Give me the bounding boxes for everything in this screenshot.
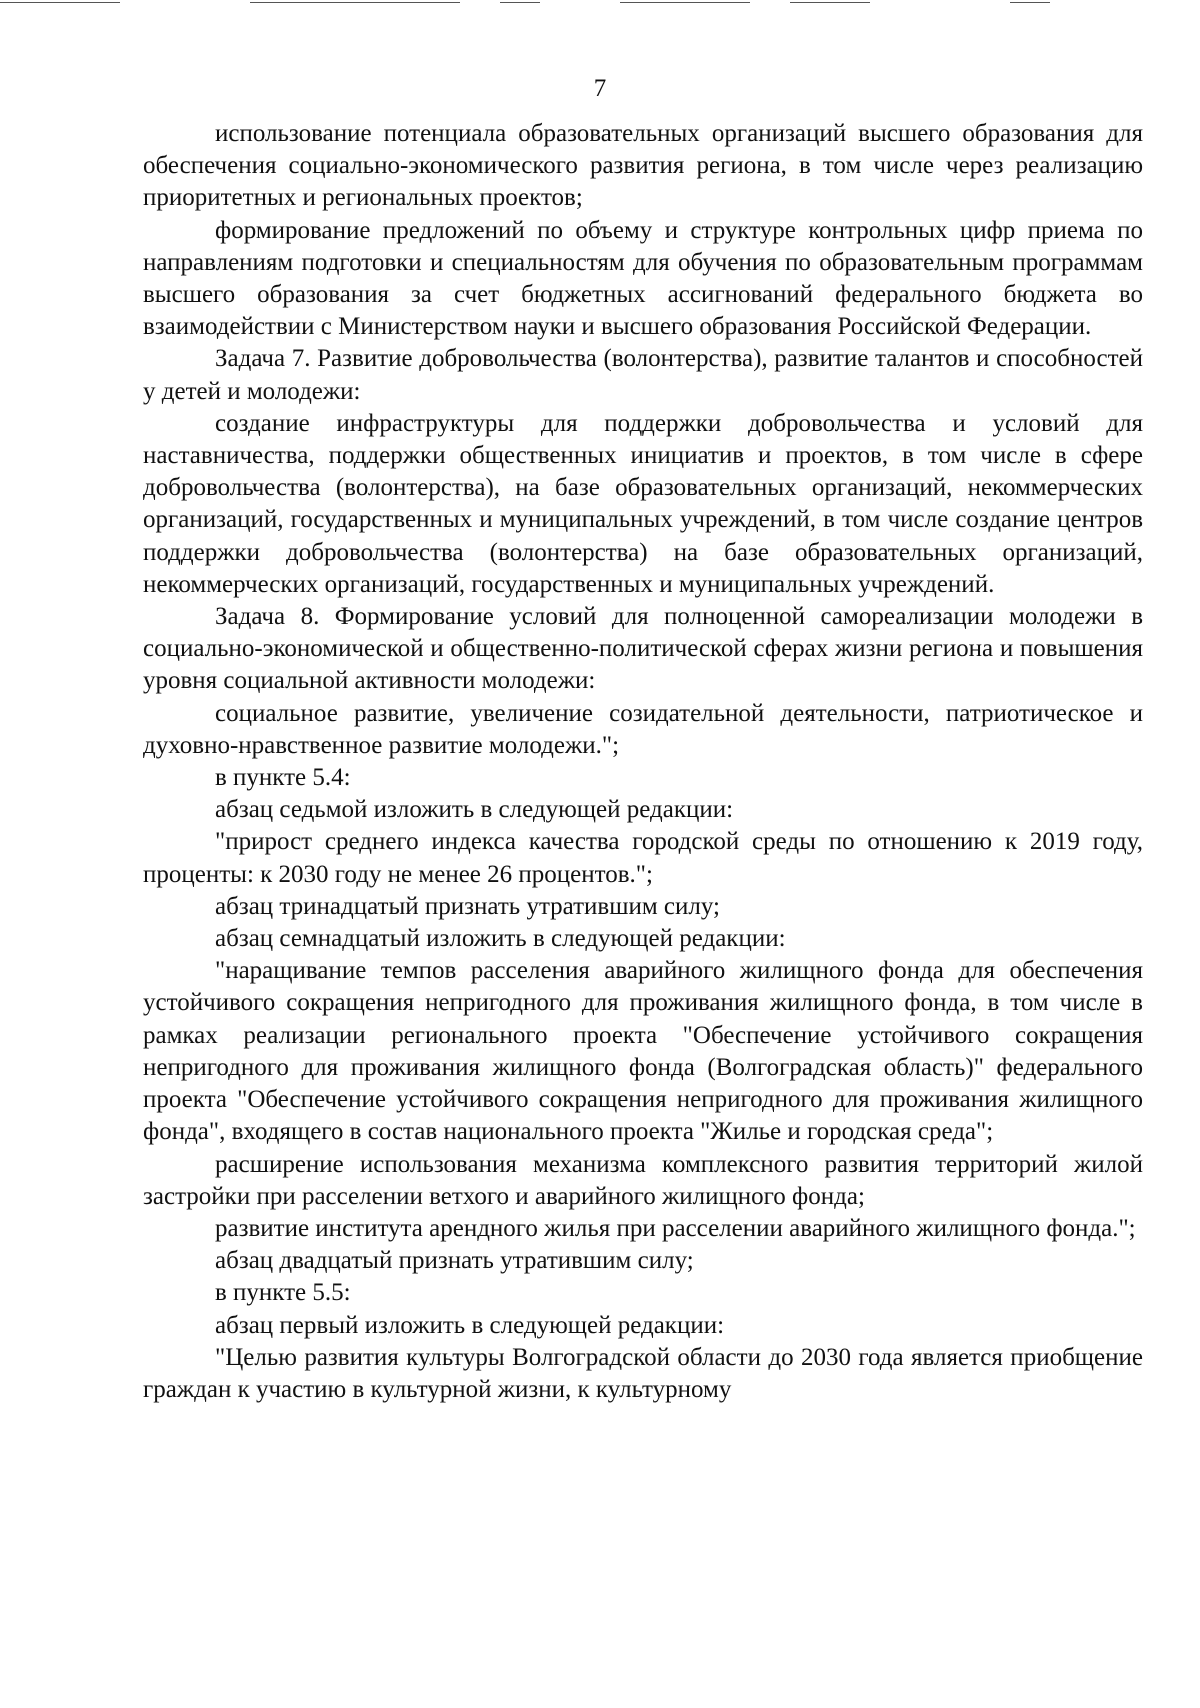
scan-edge-lines [0, 0, 1200, 6]
paragraph: Задача 7. Развитие добровольчества (волонтерства), развитие талантов и способностей у детей и молодежи: [143, 345, 1143, 405]
paragraph: развитие института арендного жилья при расселении аварийного жилищного фонда."; [215, 1214, 1136, 1242]
paragraph: социальное развитие, увеличение созидательной деятельности, патриотическое и духовно-нравственное развитие молодежи."; [143, 699, 1143, 759]
paragraph: абзац первый изложить в следующей редакции: [215, 1311, 725, 1339]
paragraph: "Целью развития культуры Волгоградской области до 2030 года является приобщение граждан к участию в культурной жизни, к культурному [143, 1343, 1143, 1403]
paragraph: расширение использования механизма комплексного развития территорий жилой застройки при расселении ветхого и аварийного жилищного фонда; [143, 1150, 1143, 1210]
paragraph: в пункте 5.5: [215, 1279, 351, 1307]
paragraph: формирование предложений по объему и структуре контрольных цифр приема по направлениям подготовки и специальностям для обучения по образовательным программам высшего образования за счет бюджетных ассигнований федерального бюджета во взаимодействии с Министерством науки и высшего образования Российской Федерации. [143, 216, 1143, 341]
paragraph: в пункте 5.4: [215, 764, 351, 792]
paragraph: создание инфраструктуры для поддержки добровольчества и условий для наставничества, поддержки общественных инициатив и проектов, в том числе в сфере добровольчества (волонтерства), на базе образовательных организаций, некоммерческих организаций, государственных и муниципальных учреждений, в том числе создание центров поддержки добровольчества (волонтерства) на базе образовательных организаций, некоммерческих организаций, государственных и муниципальных учреждений. [143, 409, 1143, 598]
paragraph: Задача 8. Формирование условий для полноценной самореализации молодежи в социально-экономической и общественно-политической сферах жизни региона и повышения уровня социальной активности молодежи: [143, 603, 1143, 695]
paragraph: абзац тринадцатый признать утратившим силу; [215, 892, 720, 920]
page-number: 7 [593, 75, 607, 102]
paragraph: использование потенциала образовательных организаций высшего образования для обеспечения социально-экономического развития региона, в том числе через реализацию приоритетных и региональных проектов; [143, 120, 1143, 212]
document-body [143, 118, 1143, 1406]
paragraph: абзац седьмой изложить в следующей редакции: [215, 796, 734, 824]
paragraph: "наращивание темпов расселения аварийного жилищного фонда для обеспечения устойчивого сокращения непригодного для проживания жилищного фонда, в том числе в рамках реализации регионального проекта "Обеспечение устойчивого сокращения непригодного для проживания жилищного фонда (Волгоградская область)" федерального проекта "Обеспечение устойчивого сокращения непригодного для проживания жилищного фонда", входящего в состав национального проекта "Жилье и городская среда"; [143, 957, 1143, 1146]
paragraph: "прирост среднего индекса качества городской среды по отношению к 2019 году, проценты: к 2030 году не менее 26 процентов."; [143, 828, 1143, 888]
paragraph: абзац семнадцатый изложить в следующей редакции: [215, 925, 786, 953]
paragraph: абзац двадцатый признать утратившим силу; [215, 1247, 694, 1275]
